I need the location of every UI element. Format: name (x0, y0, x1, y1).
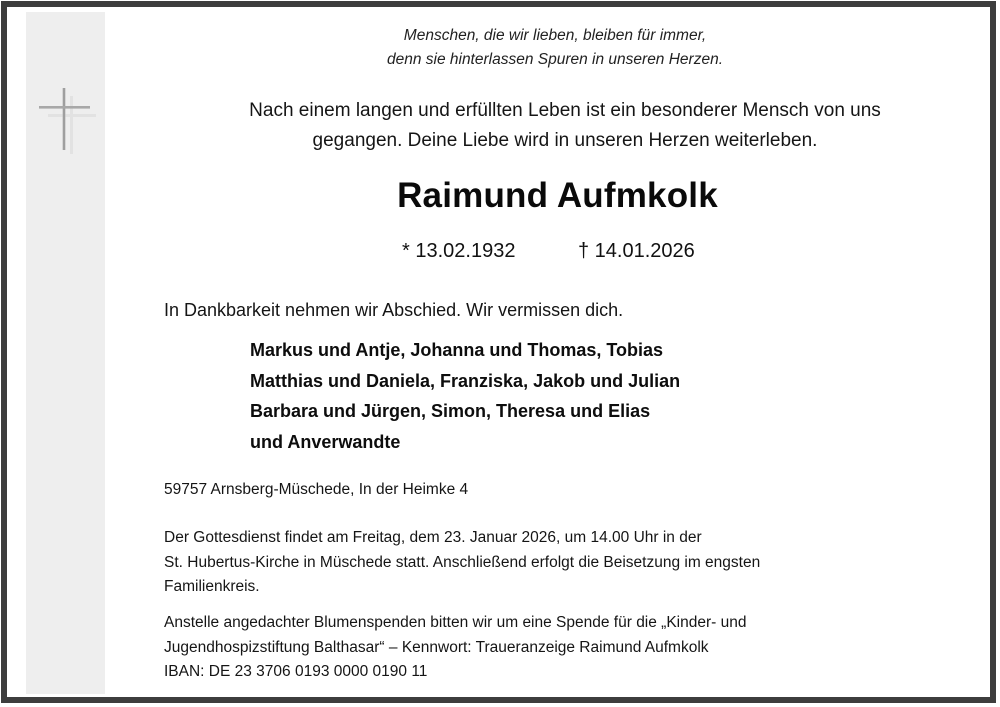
family-line: Barbara und Jürgen, Simon, Theresa und Elias (250, 401, 651, 421)
service-line: Familienkreis. (164, 578, 260, 595)
service-info (164, 526, 904, 600)
address: 59757 Arnsberg-Müschede, In der Heimke 4 (164, 481, 469, 498)
family-line: Matthias und Daniela, Franziska, Jakob und Julian (250, 370, 681, 391)
donation-line: Jugendhospizstiftung Balthasar“ – Kennwort: Traueranzeige Raimund Aufmkolk (164, 638, 709, 656)
intro-line: Nach einem langen und erfüllten Leben ist ein besonderer Mensch von uns (249, 100, 881, 121)
motto-line: denn sie hinterlassen Spuren in unseren Herzen. (386, 51, 724, 68)
intro-text (160, 96, 970, 156)
farewell-text: In Dankbarkeit nehmen wir Abschied. Wir vermissen dich. (164, 300, 624, 320)
family-line: Markus und Antje, Johanna und Thomas, Tobias (250, 340, 664, 360)
motto-line: Menschen, die wir lieben, bleiben für immer, (403, 27, 707, 44)
donation-info (164, 611, 904, 685)
birth-date: * 13.02.1932 (402, 240, 516, 262)
family-line: und Anverwandte (250, 431, 401, 452)
service-line: St. Hubertus-Kirche in Müschede statt. Anschließend erfolgt die Beisetzung im engsten (164, 553, 761, 571)
iban-line: IBAN: DE 23 3706 0193 0000 0190 11 (164, 663, 428, 680)
donation-line: Anstelle angedachter Blumenspenden bitten wir um eine Spende für die „Kinder- und (164, 614, 747, 631)
family-list (250, 335, 680, 457)
intro-line: gegangen. Deine Liebe wird in unseren Herzen weiterleben. (312, 130, 818, 151)
motto-quote (300, 24, 810, 72)
deceased-name: Raimund Aufmkolk (397, 176, 718, 215)
death-date: † 14.01.2026 (578, 240, 695, 262)
service-line: Der Gottesdienst findet am Freitag, dem 23. Januar 2026, um 14.00 Uhr in der (164, 529, 702, 546)
cross-icon (38, 86, 98, 156)
